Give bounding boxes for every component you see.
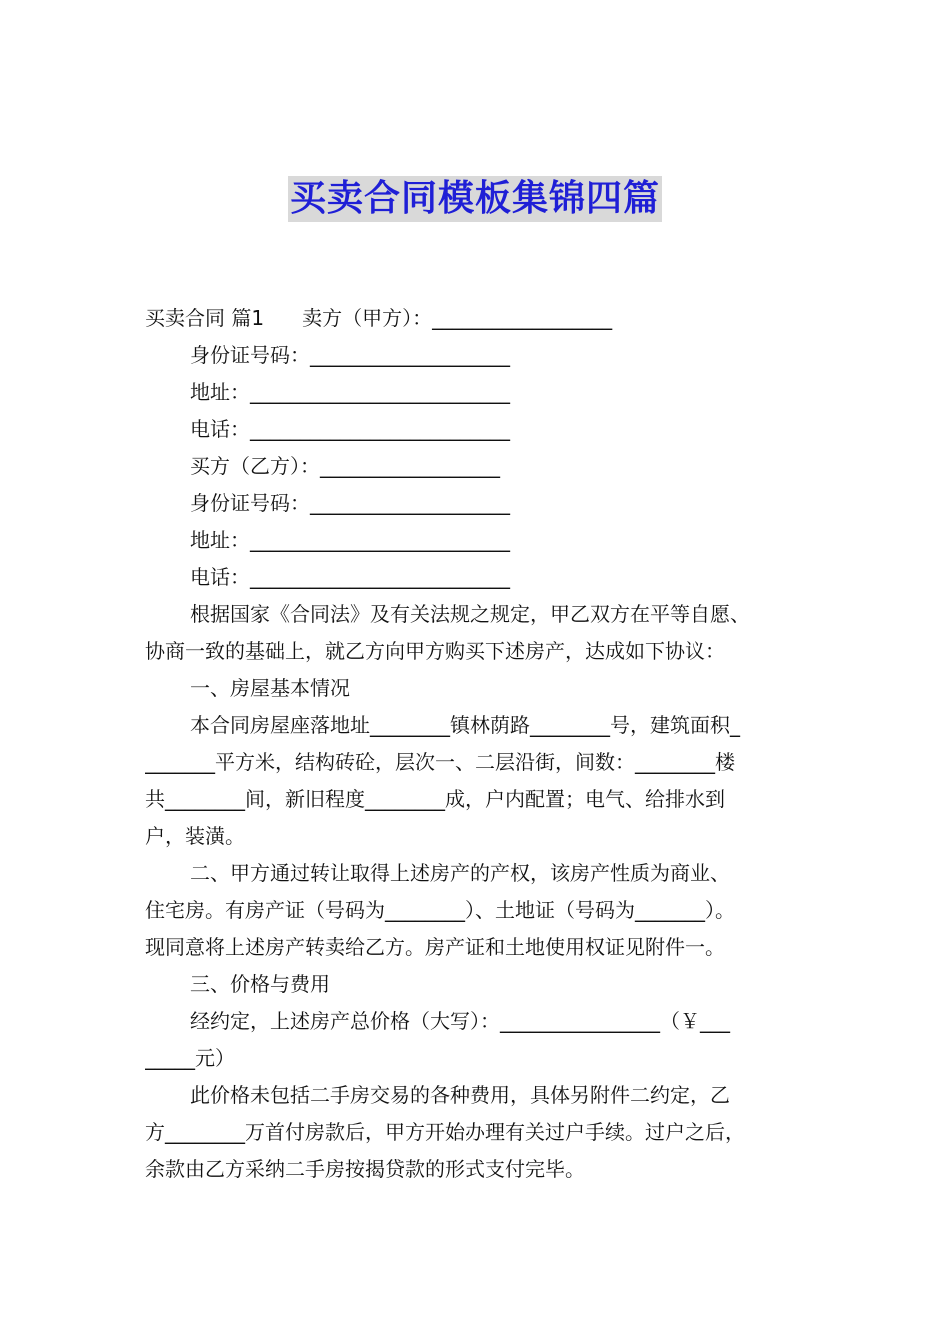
section-label: 买卖合同 篇1 (145, 306, 265, 330)
paragraph-line: 余款由乙方采纳二手房按揭贷款的形式支付完毕。 (145, 1157, 585, 1181)
document-body (145, 300, 815, 1188)
seller-phone-field: 电话：__________________________ (190, 417, 510, 441)
document-title: 买卖合同模板集锦四篇 (288, 176, 662, 222)
paragraph-line: _____元） (145, 1046, 235, 1070)
paragraph-line: 根据国家《合同法》及有关法规之规定，甲乙双方在平等自愿、 (190, 602, 750, 626)
paragraph-line: 二、甲方通过转让取得上述房产的产权，该房产性质为商业、 (190, 861, 730, 885)
paragraph-line: 此价格未包括二手房交易的各种费用，具体另附件二约定，乙 (190, 1083, 730, 1107)
paragraph-line: 共________间，新旧程度________成，户内配置；电气、给排水到 (145, 787, 725, 811)
buyer-phone-field: 电话：__________________________ (190, 565, 510, 589)
paragraph-line: 协商一致的基础上，就乙方向甲方购买下述房产，达成如下协议： (145, 639, 725, 663)
seller-line (145, 300, 815, 337)
paragraph-line: 本合同房屋座落地址________镇林荫路________号，建筑面积_ (190, 713, 740, 737)
section-heading: 一、房屋基本情况 (190, 676, 350, 700)
paragraph-line: 现同意将上述房产转卖给乙方。房产证和土地使用权证见附件一。 (145, 935, 725, 959)
paragraph-line: 方________万首付房款后，甲方开始办理有关过户手续。过户之后， (145, 1120, 745, 1144)
paragraph-line: 户，装潢。 (145, 824, 245, 848)
paragraph-line: _______平方米，结构砖砼，层次一、二层沿街，间数：________楼 (145, 750, 735, 774)
seller-address-field: 地址：__________________________ (190, 380, 510, 404)
paragraph-line: 经约定，上述房产总价格（大写）：________________（￥___ (190, 1009, 730, 1033)
buyer-id-field: 身份证号码：____________________ (190, 491, 510, 515)
section-heading: 三、价格与费用 (190, 972, 330, 996)
buyer-field: 买方（乙方）：__________________ (190, 454, 500, 478)
paragraph-line: 住宅房。有房产证（号码为________）、土地证（号码为_______）。 (145, 898, 735, 922)
seller-field: 卖方（甲方）：__________________ (302, 306, 613, 330)
seller-id-field: 身份证号码：____________________ (190, 343, 510, 367)
title-area (0, 176, 950, 222)
buyer-address-field: 地址：__________________________ (190, 528, 510, 552)
